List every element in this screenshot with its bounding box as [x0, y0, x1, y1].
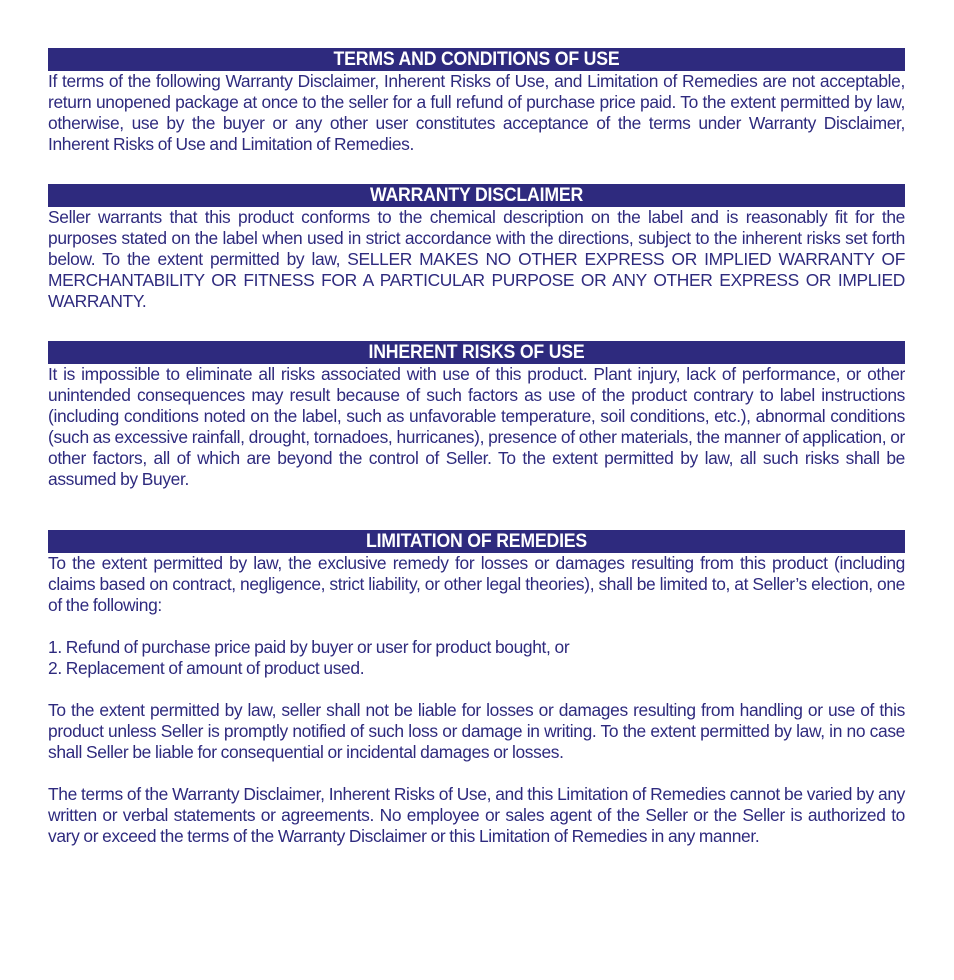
remedy-list-item-1: 1. Refund of purchase price paid by buyer or user for product bought, or — [48, 637, 570, 657]
section-intro-remedies: To the extent permitted by law, the exclusive remedy for losses or damages resulting from this product (including claims based on contract, negligence, strict liability, or other legal theories), shall be limited to, at Seller’s election, one of the following: — [48, 553, 905, 615]
section-header-bar — [48, 530, 905, 553]
section-header-bar — [48, 48, 905, 71]
remedy-list-item-2: 2. Replacement of amount of product used. — [48, 658, 365, 678]
section-paragraph-liability: To the extent permitted by law, seller shall not be liable for losses or damages resulting from handling or use of this product unless Seller is promptly notified of such loss or damage in writing. To the extent permitted by law, in no case shall Seller be liable for consequential or incidental damages or losses. — [48, 700, 905, 762]
section-body-risks: It is impossible to eliminate all risks associated with use of this product. Plant injury, lack of performance, or other unintended consequences may result because of such factors as use of the product contrary to label instructions (including conditions noted on the label, such as unfavorable temperature, soil conditions, etc.), abnormal conditions (such as excessive rainfall, drought, tornadoes, hurricanes), presence of other materials, the manner of application, or other factors, all of which are beyond the control of Seller. To the extent permitted by law, all such risks shall be assumed by Buyer. — [48, 364, 905, 489]
section-title-remedies: LIMITATION OF REMEDIES — [78, 530, 875, 553]
document-page — [48, 48, 905, 847]
section-title-risks: INHERENT RISKS OF USE — [78, 341, 875, 364]
section-body-terms: If terms of the following Warranty Disclaimer, Inherent Risks of Use, and Limitation of Remedies are not acceptable, return unopened package at once to the seller for a full refund of purchase price paid. To the extent permitted by law, otherwise, use by the buyer or any other user constitutes acceptance of the terms under Warranty Disclaimer, Inherent Risks of Use and Limitation of Remedies. — [48, 71, 905, 154]
section-warranty-disclaimer — [48, 184, 905, 312]
section-terms-and-conditions — [48, 48, 905, 155]
section-header-bar — [48, 341, 905, 364]
section-paragraph-terms-variation: The terms of the Warranty Disclaimer, Inherent Risks of Use, and this Limitation of Remedies cannot be varied by any written or verbal statements or agreements. No employee or sales agent of the Seller or the Seller is authorized to vary or exceed the terms of the Warranty Disclaimer or this Limitation of Remedies in any manner. — [48, 784, 905, 846]
section-title-warranty: WARRANTY DISCLAIMER — [78, 184, 875, 207]
section-limitation-of-remedies — [48, 530, 905, 847]
section-inherent-risks — [48, 341, 905, 490]
section-header-bar — [48, 184, 905, 207]
section-title-terms: TERMS AND CONDITIONS OF USE — [78, 48, 875, 71]
section-body-warranty: Seller warrants that this product conforms to the chemical description on the label and is reasonably fit for the purposes stated on the label when used in strict accordance with the directions, subject to the inherent risks set forth below. To the extent permitted by law, SELLER MAKES NO OTHER EXPRESS OR IMPLIED WARRANTY OF MERCHANTABILITY OR FITNESS FOR A PARTICULAR PURPOSE OR ANY OTHER EXPRESS OR IMPLIED WARRANTY. — [48, 207, 905, 311]
